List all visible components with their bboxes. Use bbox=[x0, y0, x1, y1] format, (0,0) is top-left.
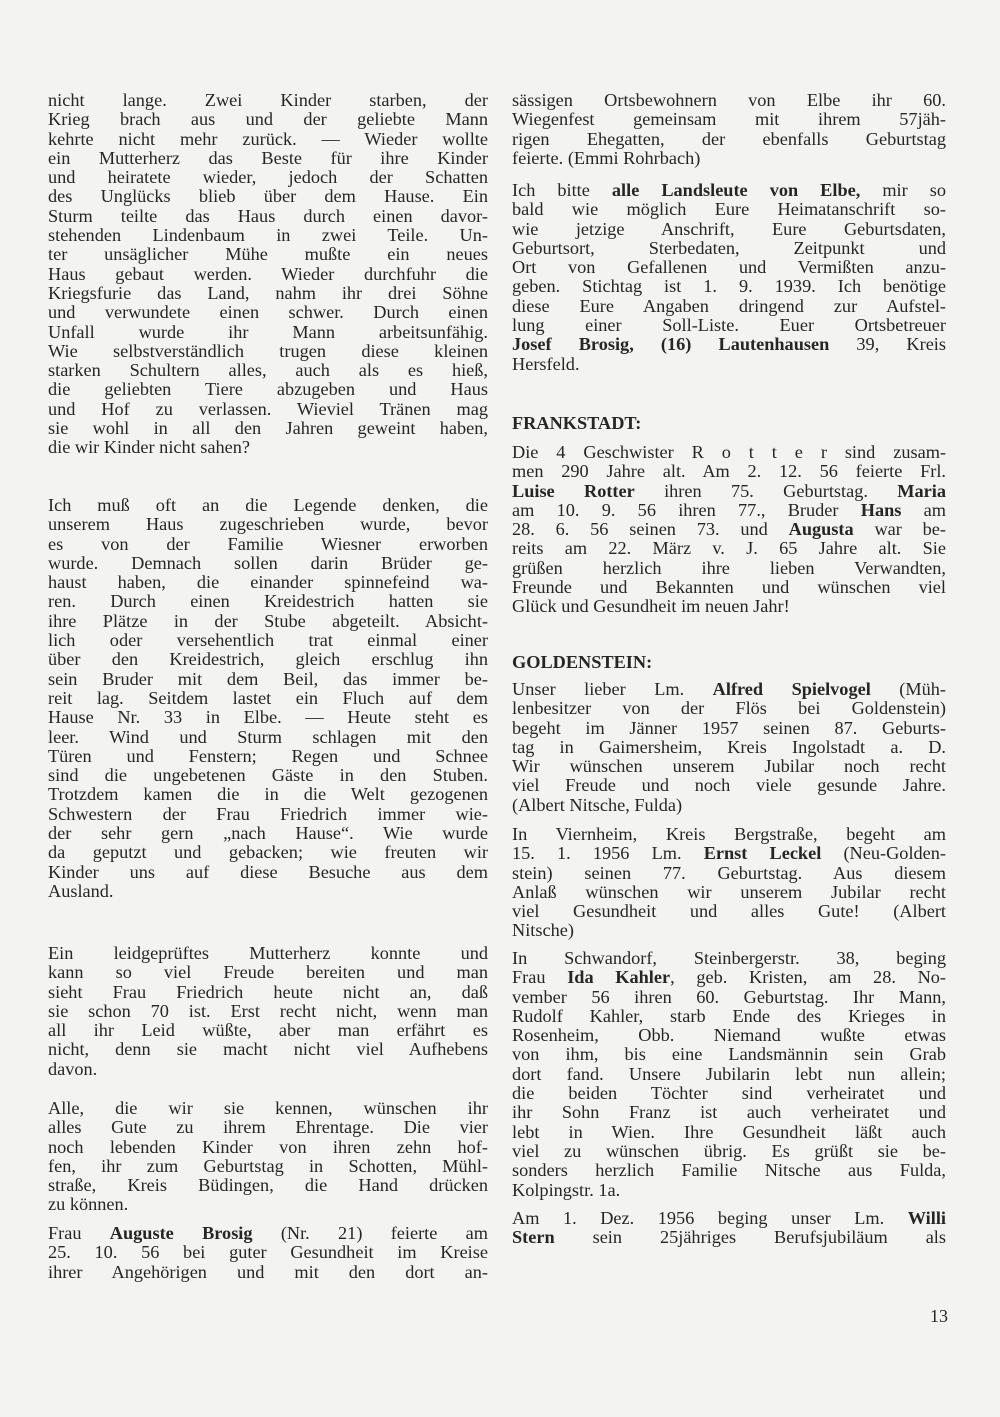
text-segment: Wir wünschen unserem Jubilar noch recht bbox=[512, 756, 946, 777]
text-segment: Kriegsfurie das Land, nahm ihr drei Söhne bbox=[48, 282, 488, 303]
text-line bbox=[512, 1084, 946, 1103]
text-line bbox=[48, 130, 488, 149]
text-segment: noch lebenden Kinder von ihren zehn hof- bbox=[48, 1136, 488, 1157]
text-line bbox=[512, 443, 946, 462]
text-line bbox=[512, 988, 946, 1007]
text-segment: Türen und Fenstern; Regen und Schnee bbox=[48, 745, 488, 766]
text-segment: dort fand. Unsere Jubilarin lebt nun allein; bbox=[512, 1063, 946, 1084]
text-line bbox=[48, 747, 488, 766]
text-line bbox=[512, 1045, 946, 1064]
text-line bbox=[48, 342, 488, 361]
text-segment: Kinder uns auf diese Besuche aus dem bbox=[48, 861, 488, 882]
text-line bbox=[48, 1099, 488, 1118]
text-line bbox=[48, 1060, 488, 1079]
text-segment: sässigen Ortsbewohnern von Elbe ihr 60. bbox=[512, 90, 946, 110]
text-line bbox=[512, 539, 946, 558]
bold-name: Stern bbox=[512, 1227, 555, 1248]
text-segment: sie wohl in all den Jahren geweint haben, bbox=[48, 418, 488, 439]
text-line bbox=[48, 207, 488, 226]
bold-name: Josef Brosig, (16) Lautenhausen bbox=[512, 334, 830, 355]
text-segment: reit lag. Seitdem lastet ein Fluch auf dem bbox=[48, 687, 488, 708]
text-segment: lich oder versehentlich trat einmal einer bbox=[48, 630, 488, 651]
text-line bbox=[512, 902, 946, 921]
text-segment: Unfall wurde ihr Mann arbeitsunfähig. bbox=[48, 321, 488, 342]
text-line bbox=[48, 766, 488, 785]
text-segment: viel Gesundheit und alles Gute! (Albert bbox=[512, 901, 946, 922]
bold-name: Ernst Leckel bbox=[703, 843, 822, 864]
text-segment: von ihm, bis eine Landsmännin sein Grab bbox=[512, 1044, 946, 1065]
text-line bbox=[48, 110, 488, 129]
text-segment: lung einer Soll-Liste. Euer Ortsbetreuer bbox=[512, 315, 946, 336]
text-segment: lenbesitzer von der Flös bei Goldenstein) bbox=[512, 698, 946, 719]
text-line bbox=[48, 689, 488, 708]
text-line bbox=[512, 1209, 946, 1228]
text-line bbox=[48, 535, 488, 554]
text-line bbox=[512, 149, 946, 168]
text-line bbox=[512, 844, 946, 863]
text-segment: begeht im Jänner 1957 seinen 87. Geburts- bbox=[512, 717, 946, 738]
text-segment: wurde. Demnach sollen darin Brüder ge- bbox=[48, 552, 488, 573]
text-segment: Frau bbox=[48, 1223, 110, 1243]
text-line bbox=[512, 825, 946, 844]
text-segment: Hersfeld. bbox=[512, 353, 580, 374]
text-segment: nicht, denn sie macht nicht viel Aufhebens bbox=[48, 1039, 488, 1060]
text-segment: Freunde und Bekannten und wünschen viel bbox=[512, 577, 946, 598]
text-segment: über den Kreidestrich, gleich erschlug ihn bbox=[48, 649, 488, 670]
text-segment: der sehr gern „nach Hause“. Wie wurde bbox=[48, 823, 488, 844]
text-line bbox=[512, 91, 946, 110]
text-segment: Ich bitte bbox=[512, 180, 612, 200]
text-segment: Rudolf Kahler, starb Ende des Krieges in bbox=[512, 1005, 946, 1026]
text-line bbox=[48, 1021, 488, 1040]
text-segment: viel zu wünschen übrig. Es grüßt sie be- bbox=[512, 1140, 946, 1161]
text-line bbox=[512, 277, 946, 296]
paragraph bbox=[512, 1209, 946, 1248]
text-segment: Wie selbstverständlich trugen diese kleinen bbox=[48, 340, 488, 361]
text-line bbox=[512, 921, 946, 940]
text-segment: Schwestern der Frau Friedrich immer wie- bbox=[48, 803, 488, 824]
text-line bbox=[512, 520, 946, 539]
text-segment: Geburtsort, Sterbedaten, Zeitpunkt und bbox=[512, 237, 946, 258]
text-segment: da geputzt und gebacken; wie freuten wir bbox=[48, 842, 488, 863]
text-segment: kann so viel Freude bereiten und man bbox=[48, 962, 488, 983]
text-segment: des Unglücks blieb über dem Hause. Ein bbox=[48, 186, 488, 207]
text-line bbox=[48, 592, 488, 611]
text-line bbox=[48, 226, 488, 245]
text-line bbox=[48, 438, 488, 457]
text-line bbox=[512, 738, 946, 757]
text-segment: Rosenheim, Obb. Niemand wußte etwas bbox=[512, 1025, 946, 1046]
text-segment: Kolpingstr. 1a. bbox=[512, 1179, 621, 1200]
text-segment: Ein leidgeprüftes Mutterherz konnte und bbox=[48, 943, 488, 963]
text-segment: sieht Frau Friedrich heute nicht an, daß bbox=[48, 981, 488, 1002]
paragraph bbox=[512, 181, 946, 374]
bold-name: Willi bbox=[907, 1208, 946, 1228]
text-line bbox=[48, 1176, 488, 1195]
text-segment: , geb. Kristen, am 28. No- bbox=[670, 967, 946, 988]
text-segment: nicht lange. Zwei Kinder starben, der bbox=[48, 90, 488, 110]
section-heading-goldenstein: GOLDENSTEIN: bbox=[512, 652, 653, 672]
page-number: 13 bbox=[930, 1306, 948, 1326]
text-segment: (Müh- bbox=[870, 679, 946, 699]
text-segment: Krieg brach aus und der geliebte Mann bbox=[48, 109, 488, 130]
text-line bbox=[48, 1195, 488, 1214]
text-line bbox=[48, 843, 488, 862]
text-segment: sein 25jähriges Berufsjubiläum als bbox=[554, 1227, 946, 1248]
text-line bbox=[48, 631, 488, 650]
text-line bbox=[48, 284, 488, 303]
text-segment: viel Freude und noch viele gesunde Jahre. bbox=[512, 775, 946, 796]
text-segment: leer. Wind und Sturm schlagen mit den bbox=[48, 726, 488, 747]
text-segment: Ort von Gefallenen und Vermißten anzu- bbox=[512, 257, 946, 278]
paragraph bbox=[512, 680, 946, 815]
text-line bbox=[48, 805, 488, 824]
text-segment: am 10. 9. 56 ihren 77., Bruder bbox=[512, 499, 861, 520]
bold-name: Ida Kahler bbox=[567, 967, 671, 988]
text-segment: all ihr Leid wüßte, aber man erfährt es bbox=[48, 1020, 488, 1041]
text-segment: Nitsche) bbox=[512, 920, 574, 941]
text-line bbox=[512, 482, 946, 501]
paragraph bbox=[48, 1224, 488, 1282]
text-line bbox=[512, 316, 946, 335]
text-line bbox=[48, 168, 488, 187]
text-line bbox=[512, 699, 946, 718]
text-segment: die beiden Töchter sind verheiratet und bbox=[512, 1083, 946, 1104]
text-segment: Glück und Gesundheit im neuen Jahr! bbox=[512, 596, 790, 617]
text-segment: Sturm teilte das Haus durch einen davor- bbox=[48, 205, 488, 226]
text-line bbox=[48, 323, 488, 342]
text-line bbox=[512, 597, 946, 616]
text-line bbox=[48, 245, 488, 264]
bold-name: Luise Rotter bbox=[512, 480, 635, 501]
text-line bbox=[512, 200, 946, 219]
text-segment: tag in Gaimersheim, Kreis Ingolstadt a. D. bbox=[512, 736, 946, 757]
text-line bbox=[48, 1118, 488, 1137]
paragraph bbox=[512, 949, 946, 1200]
text-segment: ihrer Angehörigen und mit den dort an- bbox=[48, 1261, 488, 1282]
text-segment: Wiegenfest gemeinsam mit ihrem 57jäh- bbox=[512, 109, 946, 130]
text-segment: unserem Haus zugeschrieben wurde, bevor bbox=[48, 514, 488, 535]
text-segment: (Albert Nitsche, Fulda) bbox=[512, 794, 683, 815]
text-line bbox=[512, 949, 946, 968]
text-line bbox=[48, 983, 488, 1002]
text-line bbox=[48, 303, 488, 322]
text-segment: (Nr. 21) feierte am bbox=[252, 1223, 488, 1243]
text-segment: ihren 75. Geburtstag. bbox=[634, 480, 898, 501]
text-line bbox=[512, 796, 946, 815]
text-line bbox=[48, 708, 488, 727]
paragraph bbox=[512, 91, 946, 168]
text-segment: und verwundete einen schwer. Durch einen bbox=[48, 302, 488, 323]
text-line bbox=[512, 335, 946, 354]
text-line bbox=[48, 728, 488, 747]
text-segment: Ich muß oft an die Legende denken, die bbox=[48, 495, 488, 515]
text-segment: zu können. bbox=[48, 1194, 129, 1215]
text-line bbox=[48, 612, 488, 631]
text-line bbox=[512, 1123, 946, 1142]
text-segment: stehenden Lindenbaum in zwei Teile. Un- bbox=[48, 225, 488, 246]
text-line bbox=[512, 719, 946, 738]
text-line bbox=[512, 181, 946, 200]
text-segment: grüßen herzlich ihre lieben Verwandten, bbox=[512, 557, 946, 578]
text-segment: reits am 22. März v. J. 65 Jahre alt. Sie bbox=[512, 538, 946, 559]
bold-name: alle Landsleute von Elbe, bbox=[611, 180, 861, 200]
text-segment: ihr Sohn Franz ist auch verheiratet und bbox=[512, 1102, 946, 1123]
text-segment: Haus gebaut werden. Wieder durchfuhr die bbox=[48, 263, 488, 284]
text-line bbox=[48, 361, 488, 380]
text-line bbox=[48, 863, 488, 882]
text-line bbox=[48, 380, 488, 399]
text-segment: men 290 Jahre alt. Am 2. 12. 56 feierte Frl. bbox=[512, 461, 946, 482]
text-line bbox=[512, 559, 946, 578]
text-segment: diese Eure Angaben dringend zur Aufstel- bbox=[512, 295, 946, 316]
bold-name: Augusta bbox=[788, 519, 854, 540]
text-line bbox=[512, 1228, 946, 1247]
text-line bbox=[512, 1181, 946, 1200]
text-line bbox=[512, 130, 946, 149]
text-segment: 39, Kreis bbox=[829, 334, 947, 355]
text-line bbox=[512, 883, 946, 902]
text-line bbox=[512, 110, 946, 129]
text-segment: lebt in Wien. Ihre Gesundheit läßt auch bbox=[512, 1121, 946, 1142]
text-segment: starken Schultern alles, auch als es hieß, bbox=[48, 360, 488, 381]
text-segment: stein) seinen 77. Geburtstag. Aus diesem bbox=[512, 862, 946, 883]
text-line bbox=[512, 968, 946, 987]
text-line bbox=[48, 670, 488, 689]
text-segment: fen, ihr zum Geburtstag in Schotten, Mühl- bbox=[48, 1155, 488, 1176]
text-line bbox=[48, 1002, 488, 1021]
text-line bbox=[512, 462, 946, 481]
text-segment: ein Mutterherz das Beste für ihre Kinder bbox=[48, 147, 488, 168]
text-segment: am bbox=[901, 499, 946, 520]
text-line bbox=[48, 496, 488, 515]
text-segment: ter unsäglicher Mühe mußte ein neues bbox=[48, 244, 488, 265]
text-line bbox=[512, 776, 946, 795]
text-line bbox=[512, 297, 946, 316]
text-line bbox=[512, 1103, 946, 1122]
text-line bbox=[48, 882, 488, 901]
text-segment: In Schwandorf, Steinbergerstr. 38, beging bbox=[512, 948, 946, 968]
text-segment: und Hof zu verlassen. Wieviel Tränen mag bbox=[48, 398, 488, 419]
text-segment: sind die ungebetenen Gäste in den Stuben. bbox=[48, 765, 488, 786]
text-line bbox=[512, 258, 946, 277]
text-segment: war be- bbox=[853, 519, 947, 540]
paragraph bbox=[48, 91, 488, 458]
text-line bbox=[48, 554, 488, 573]
text-line bbox=[48, 1157, 488, 1176]
text-line bbox=[48, 1263, 488, 1282]
text-segment: sie schon 70 ist. Erst recht nicht, wenn man bbox=[48, 1000, 488, 1021]
text-segment: (Neu-Golden- bbox=[821, 843, 947, 864]
text-segment: Unser lieber Lm. bbox=[512, 679, 713, 699]
paragraph bbox=[48, 944, 488, 1079]
text-segment: Anlaß wünschen wir unserem Jubilar recht bbox=[512, 881, 946, 902]
text-segment: vember 56 ihren 60. Geburtstag. Ihr Mann, bbox=[512, 986, 946, 1007]
text-segment: geben. Stichtag ist 1. 9. 1939. Ich benötige bbox=[512, 276, 946, 297]
text-line bbox=[512, 1065, 946, 1084]
text-segment: sein Bruder mit dem Beil, das immer be- bbox=[48, 668, 488, 689]
text-line bbox=[512, 680, 946, 699]
text-segment: feierte. (Emmi Rohrbach) bbox=[512, 147, 701, 168]
text-line bbox=[48, 963, 488, 982]
text-line bbox=[512, 501, 946, 520]
text-line bbox=[512, 355, 946, 374]
text-segment: rigen Ehegatten, der ebenfalls Geburtstag bbox=[512, 128, 946, 149]
text-segment: Frau bbox=[512, 967, 568, 988]
text-segment: 15. 1. 1956 Lm. bbox=[512, 843, 704, 864]
text-segment: Die 4 Geschwister R o t t e r sind zusam- bbox=[512, 442, 946, 462]
text-line bbox=[512, 220, 946, 239]
text-segment: und heiratete wieder, jedoch der Schatten bbox=[48, 167, 488, 188]
text-segment: In Viernheim, Kreis Bergstraße, begeht am bbox=[512, 824, 946, 844]
text-line bbox=[48, 419, 488, 438]
text-line bbox=[512, 757, 946, 776]
bold-name: Auguste Brosig bbox=[109, 1223, 253, 1243]
text-segment: Am 1. Dez. 1956 beging unser Lm. bbox=[512, 1208, 908, 1228]
text-segment: ren. Durch einen Kreidestrich hatten sie bbox=[48, 591, 488, 612]
text-segment: ihre Plätze in der Stube abgeteilt. Absicht- bbox=[48, 610, 488, 631]
text-segment: es von der Familie Wiesner erworben bbox=[48, 533, 488, 554]
text-segment: 28. 6. 56 seinen 73. und bbox=[512, 519, 789, 540]
text-line bbox=[48, 1138, 488, 1157]
paragraph bbox=[48, 1099, 488, 1215]
text-segment: davon. bbox=[48, 1058, 98, 1079]
text-line bbox=[48, 785, 488, 804]
text-segment: bald wie möglich Eure Heimatanschrift so- bbox=[512, 199, 946, 220]
text-segment: Hause Nr. 33 in Elbe. — Heute steht es bbox=[48, 707, 488, 728]
bold-name: Maria bbox=[897, 480, 946, 501]
text-line bbox=[48, 1243, 488, 1262]
text-line bbox=[512, 864, 946, 883]
text-segment: kehrte nicht mehr zurück. — Wieder wollte bbox=[48, 128, 488, 149]
text-line bbox=[48, 265, 488, 284]
text-line bbox=[48, 515, 488, 534]
bold-name: Hans bbox=[860, 499, 902, 520]
text-line bbox=[48, 1040, 488, 1059]
text-line bbox=[512, 1142, 946, 1161]
text-line bbox=[48, 149, 488, 168]
text-line bbox=[512, 1007, 946, 1026]
text-segment: mir so bbox=[860, 180, 946, 200]
paragraph bbox=[48, 496, 488, 901]
text-line bbox=[512, 1161, 946, 1180]
text-segment: straße, Kreis Büdingen, die Hand drücken bbox=[48, 1175, 488, 1196]
paragraph bbox=[512, 825, 946, 941]
text-line bbox=[512, 578, 946, 597]
text-line bbox=[48, 944, 488, 963]
text-segment: Alle, die wir sie kennen, wünschen ihr bbox=[48, 1098, 488, 1118]
paragraph bbox=[512, 443, 946, 617]
text-line bbox=[48, 824, 488, 843]
text-segment: die geliebten Tiere abzugeben und Haus bbox=[48, 379, 488, 400]
text-segment: 25. 10. 56 bei guter Gesundheit im Kreise bbox=[48, 1242, 488, 1263]
text-line bbox=[48, 573, 488, 592]
text-segment: haust haben, die einander spinnefeind wa- bbox=[48, 572, 488, 593]
text-line bbox=[48, 650, 488, 669]
text-segment: alles Gute zu ihrem Ehrentage. Die vier bbox=[48, 1117, 488, 1138]
text-line bbox=[512, 1026, 946, 1045]
section-heading-frankstadt: FRANKSTADT: bbox=[512, 413, 642, 433]
text-line bbox=[48, 400, 488, 419]
text-segment: sonders herzlich Familie Nitsche aus Fulda, bbox=[512, 1160, 946, 1181]
text-line bbox=[512, 239, 946, 258]
text-line bbox=[48, 187, 488, 206]
text-segment: Trotzdem kamen die in die Welt gezogenen bbox=[48, 784, 488, 805]
text-line bbox=[48, 91, 488, 110]
bold-name: Alfred Spielvogel bbox=[712, 679, 871, 699]
text-segment: wie jetzige Anschrift, Eure Geburtsdaten, bbox=[512, 218, 946, 239]
text-segment: die wir Kinder nicht sahen? bbox=[48, 437, 251, 458]
text-segment: Ausland. bbox=[48, 880, 114, 901]
text-line bbox=[48, 1224, 488, 1243]
